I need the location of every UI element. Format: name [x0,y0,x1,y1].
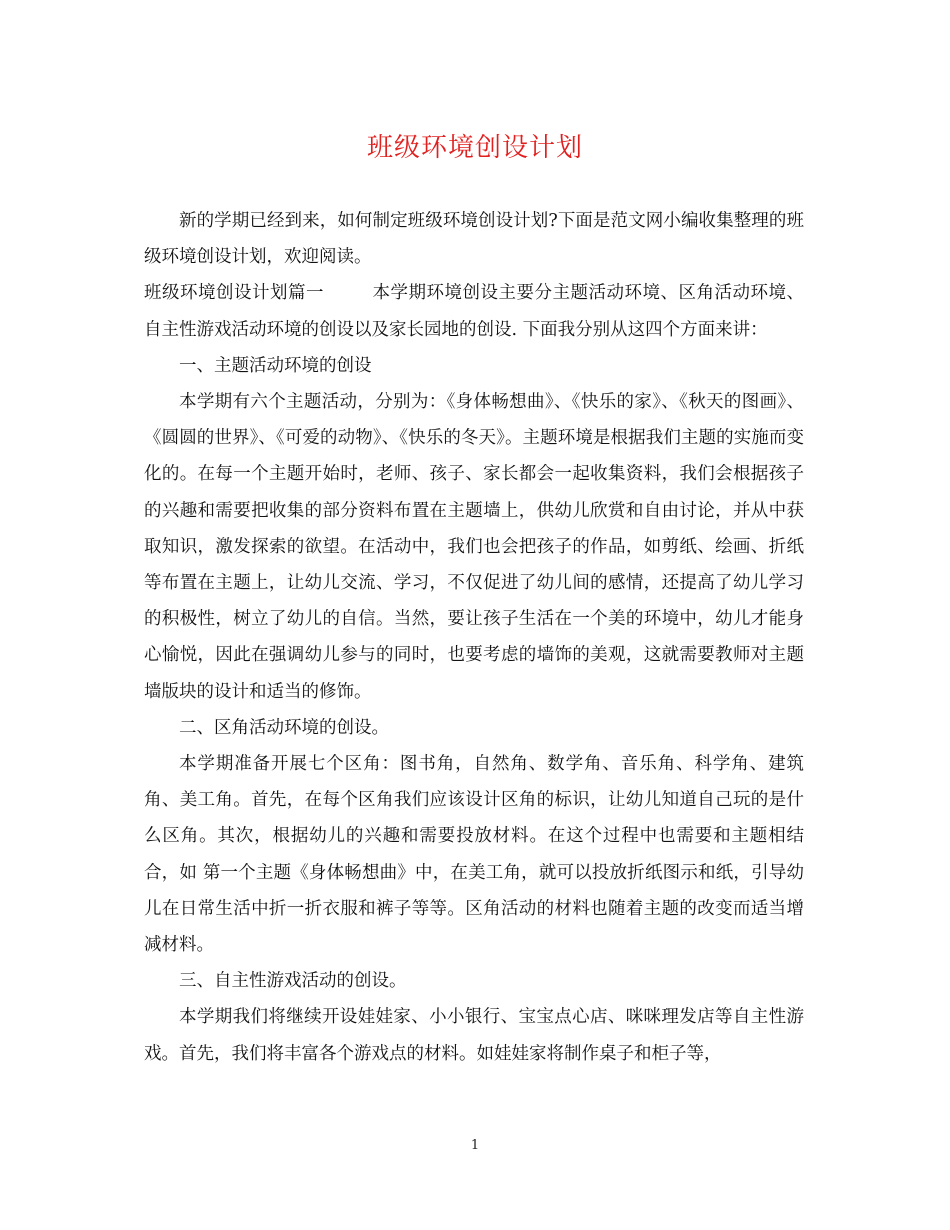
section-heading-game: 三、自主性游戏活动的创设。 [179,971,407,992]
chapter-paragraph [144,275,804,347]
section-paragraph-theme: 本学期有六个主题活动，分别为：《身体畅想曲》、《快乐的家》、《秋天的图画》、《圆圆的世界》、《可爱的动物》、《快乐的冬天》。主题环境是根据我们主题的实施而变化的。在每一个主题开始时，老师、孩子、家长都会一起收集资料，我们会根据孩子的兴趣和需要把收集的部分资料布置在主题墙上，供幼儿欣赏和自由讨论，并从中获取知识，激发探索的欲望。在活动中，我们也会把孩子的作品，如剪纸、绘画、折纸等布置在主题上，让幼儿交流、学习，不仅促进了幼儿间的感情，还提高了幼儿学习的积极性，树立了幼儿的自信。当然，要让孩子生活在一个美的环境中，幼儿才能身心愉悦，因此在强调幼儿参与的同时，也要考虑的墙饰的美观，这就需要教师对主题墙版块的设计和适当的修饰。 [144,392,804,702]
intro-paragraph: 新的学期已经到来，如何制定班级环境创设计划?下面是范文网小编收集整理的班级环境创设计划，欢迎阅读。 [144,211,804,268]
chapter-label: 班级环境创设计划篇一 [144,283,324,304]
section-heading-corner: 二、区角活动环境的创设。 [179,717,389,738]
document-body [144,203,804,1072]
page-number: 1 [470,1138,480,1153]
section-paragraph-corner: 本学期准备开展七个区角：图书角，自然角、数学角、音乐角、科学角、建筑角、美工角。首先，在每个区角我们应该设计区角的标识，让幼儿知道自己玩的是什么区角。其次，根据幼儿的兴趣和需要投放材料。在这个过程中也需要和主题相结合，如 第一个主题《身体畅想曲》中，在美工角，就可以投放折纸图示和纸，引导幼儿在日常生活中折一折衣服和裤子等等。区角活动的材料也随着主题的改变而适当增减材料。 [144,754,804,956]
section-paragraph-game: 本学期我们将继续开设娃娃家、小小银行、宝宝点心店、咪咪理发店等自主性游戏。首先，我们将丰富各个游戏点的材料。如娃娃家将制作桌子和柜子等， [144,1007,804,1064]
document-title: 班级环境创设计划 [366,133,583,163]
chapter-text: 本学期环境创设主要分主题活动环境、区角活动环境、自主性游戏活动环境的创设以及家长园地的创设. 下面我分别从这四个方面来讲： [144,283,804,340]
section-heading-theme: 一、主题活动环境的创设 [179,355,372,376]
